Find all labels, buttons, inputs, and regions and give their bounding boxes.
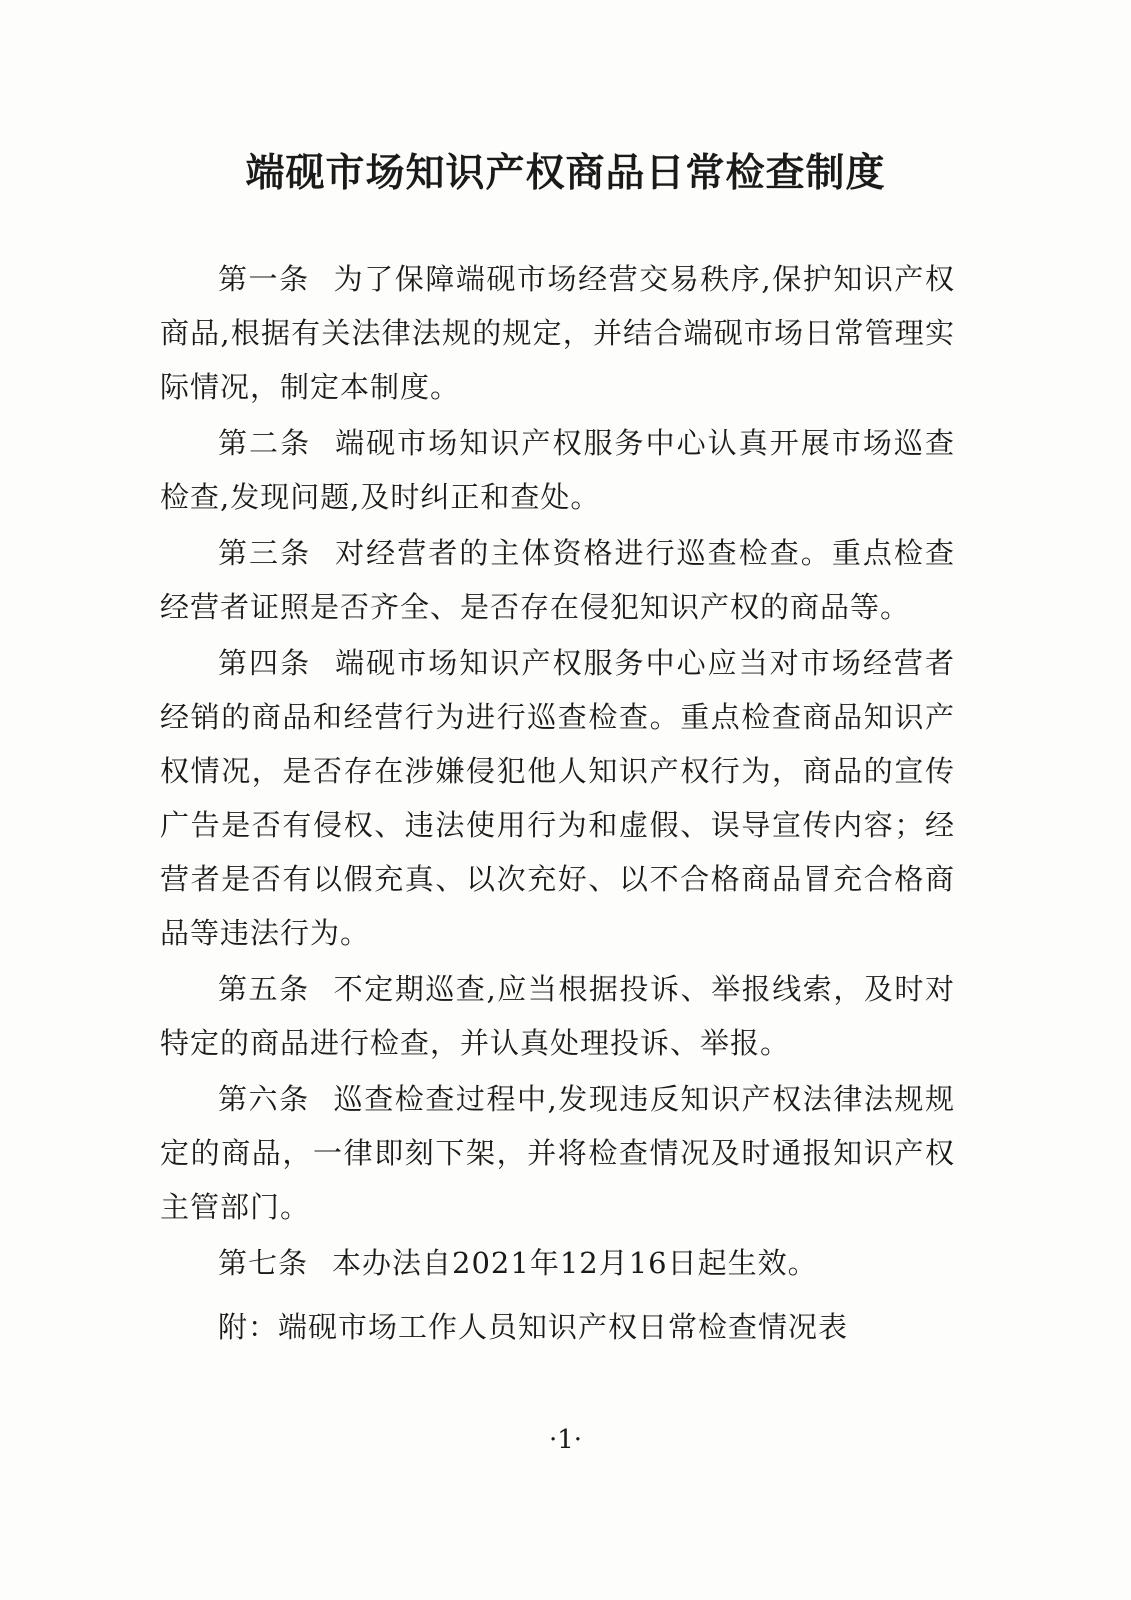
article-label: 第六条 [218, 1082, 310, 1116]
article-text: 巡查检查过程中,发现违反知识产权法律法规规定的商品，一律即刻下架，并将检查情况及时通报知识产权主管部门。 [160, 1082, 955, 1224]
article-text: 为了保障端砚市场经营交易秩序,保护知识产权商品,根据有关法律法规的规定，并结合端砚市场日常管理实际情况，制定本制度。 [160, 262, 955, 404]
article-label: 第七条 [218, 1246, 309, 1280]
page-number: ·1· [548, 1425, 583, 1455]
document-title: 端砚市场知识产权商品日常检查制度 [245, 151, 886, 196]
article-label: 第五条 [218, 972, 310, 1006]
article-label: 第三条 [218, 536, 312, 570]
article-7 [160, 1236, 955, 1290]
article-3 [160, 526, 955, 634]
article-label: 第四条 [218, 646, 312, 680]
article-label: 第一条 [218, 262, 310, 296]
article-1 [160, 252, 955, 414]
article-5 [160, 962, 955, 1070]
article-text: 不定期巡查,应当根据投诉、举报线索，及时对特定的商品进行检查，并认真处理投诉、举报。 [160, 972, 955, 1060]
article-text: 端砚市场知识产权服务中心认真开展市场巡查检查,发现问题,及时纠正和查处。 [160, 426, 955, 514]
article-text: 本办法自2021年12月16日起生效。 [332, 1246, 818, 1280]
article-text: 对经营者的主体资格进行巡查检查。重点检查经营者证照是否齐全、是否存在侵犯知识产权的商品等。 [160, 536, 955, 624]
article-text: 端砚市场知识产权服务中心应当对市场经营者经销的商品和经营行为进行巡查检查。重点检查商品知识产权情况，是否存在涉嫌侵犯他人知识产权行为，商品的宣传广告是否有侵权、违法使用行为和虚假、误导宣传内容；经营者是否有以假充真、以次充好、以不合格商品冒充合格商品等违法行为。 [160, 646, 955, 950]
article-label: 第二条 [218, 426, 312, 460]
document-body [160, 252, 955, 1290]
attachment-note: 附：端砚市场工作人员知识产权日常检查情况表 [218, 1310, 849, 1344]
article-4 [160, 636, 955, 960]
article-2 [160, 416, 955, 524]
article-6 [160, 1072, 955, 1234]
